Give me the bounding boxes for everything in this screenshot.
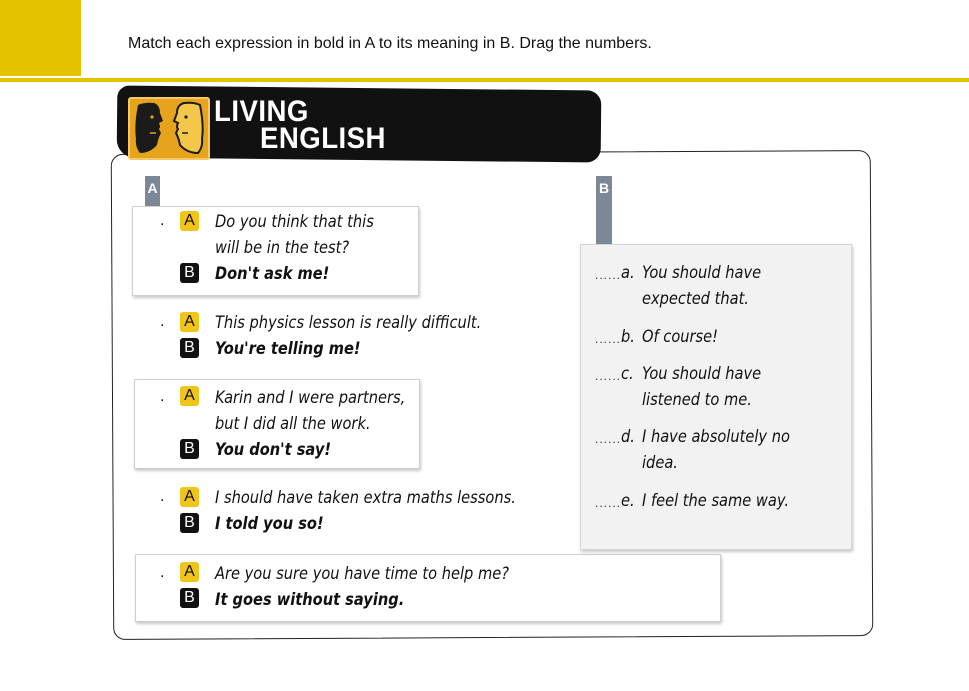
drop-target-5[interactable]: . [160, 564, 165, 581]
expression-bold-2: You're telling me! [215, 339, 361, 359]
meaning-letter: e. [621, 491, 635, 511]
drop-target-2[interactable]: . [160, 313, 165, 330]
expression-bold-4: I told you so! [215, 514, 324, 534]
column-b-tab: B [596, 176, 612, 244]
meaning-text: You should have [642, 364, 762, 384]
expression-bold-1: Don't ask me! [215, 264, 330, 284]
answer-blank-b[interactable]: ...... [595, 332, 622, 346]
badge-a-1: A [180, 211, 199, 231]
prompt-line: This physics lesson is really difficult. [215, 313, 482, 333]
badge-b-1: B [180, 263, 199, 283]
badge-b-2: B [180, 338, 199, 358]
meaning-text: I have absolutely no [642, 427, 790, 447]
banner-title-line2: ENGLISH [260, 122, 386, 155]
answer-blank-a[interactable]: ...... [595, 268, 622, 282]
badge-b-3: B [180, 439, 199, 459]
meaning-text: expected that. [642, 289, 749, 309]
badge-a-4: A [180, 487, 199, 507]
banner-title-line1: LIVING [214, 95, 309, 128]
badge-b-4: B [180, 513, 199, 533]
meaning-text: Of course! [642, 327, 719, 347]
answer-blank-c[interactable]: ...... [595, 369, 622, 383]
meaning-text: listened to me. [642, 390, 752, 410]
prompt-line: will be in the test? [215, 238, 350, 258]
drop-target-4[interactable]: . [160, 488, 165, 505]
meaning-text: I feel the same way. [642, 491, 789, 511]
header-accent-block [0, 0, 81, 76]
expression-bold-5: It goes without saying. [215, 590, 405, 610]
prompt-line: Do you think that this [215, 212, 374, 232]
answer-blank-e[interactable]: ...... [595, 496, 622, 510]
prompt-line: Karin and I were partners, [215, 388, 406, 408]
meaning-text: You should have [642, 263, 762, 283]
prompt-line: but I did all the work. [215, 414, 371, 434]
meaning-letter: b. [621, 327, 635, 347]
badge-a-2: A [180, 312, 199, 332]
drop-target-3[interactable]: . [160, 388, 165, 405]
meaning-text: idea. [642, 453, 678, 473]
meaning-letter: c. [621, 364, 634, 384]
two-faces-icon [128, 97, 210, 160]
answer-blank-d[interactable]: ...... [595, 432, 622, 446]
column-a-tab: A [145, 176, 160, 206]
prompt-line: I should have taken extra maths lessons. [215, 488, 516, 508]
prompt-line: Are you sure you have time to help me? [215, 564, 509, 584]
badge-a-5: A [180, 562, 199, 582]
meaning-letter: a. [621, 263, 635, 283]
expression-bold-3: You don't say! [215, 440, 332, 460]
badge-a-3: A [180, 386, 199, 406]
header-divider [0, 78, 969, 82]
instruction-text: Match each expression in bold in A to its meaning in B. Drag the numbers. [128, 35, 652, 52]
badge-b-5: B [180, 588, 199, 608]
drop-target-1[interactable]: . [160, 212, 165, 229]
meaning-letter: d. [621, 427, 635, 447]
